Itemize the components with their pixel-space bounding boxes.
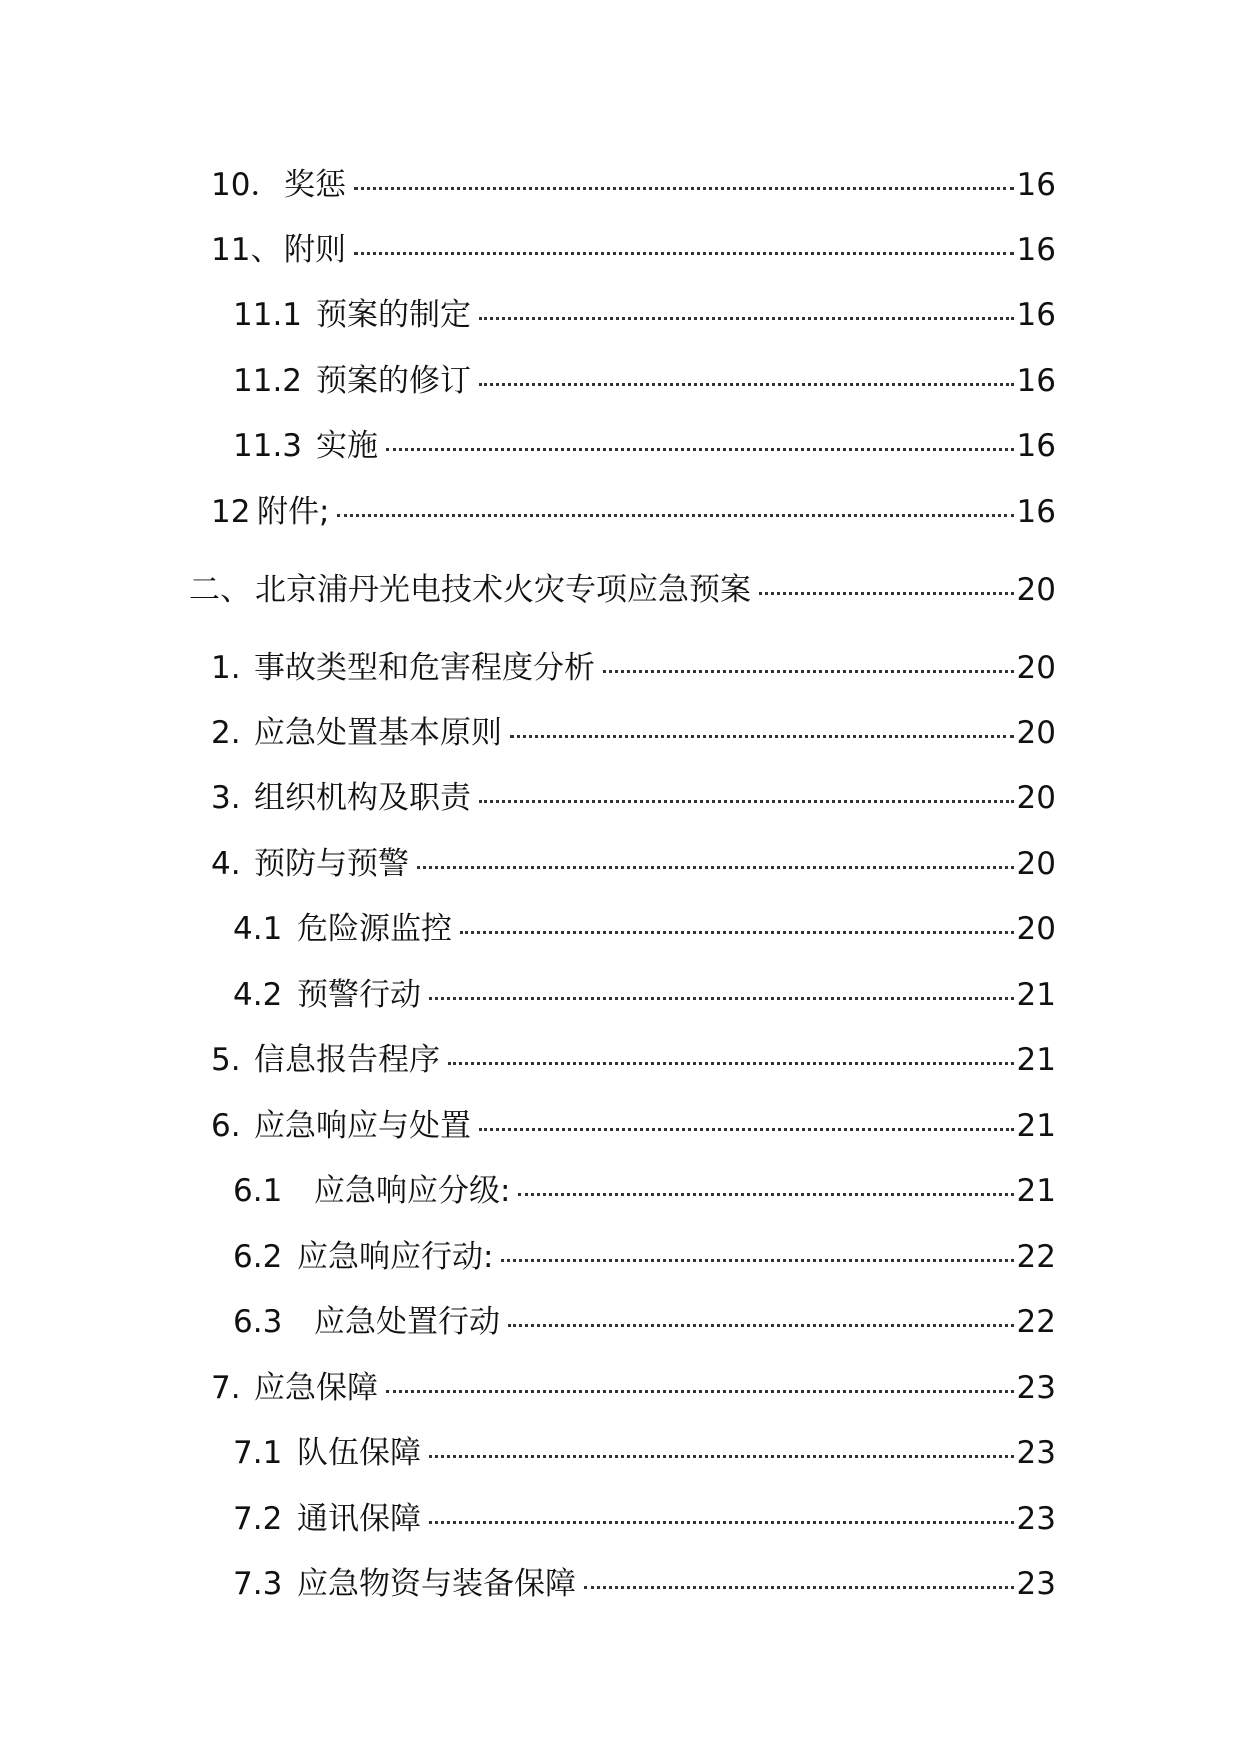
toc-entry-11[interactable] [211,228,1056,272]
entry-title: 预警行动 [297,977,421,1013]
entry-title: 预防与预警 [254,846,409,882]
entry-number: 11.3 [233,428,303,464]
entry-title: 应急处置行动 [314,1304,500,1340]
toc-entry-4-2[interactable] [233,973,1056,1017]
toc-entry-11-1[interactable] [233,293,1056,337]
toc-entry-7-3[interactable] [233,1562,1056,1606]
entry-title: 附件; [257,494,330,530]
entry-page-number: 23 [1016,1566,1056,1602]
entry-number: 4.1 [233,911,283,947]
entry-page-number: 21 [1016,977,1056,1013]
toc-entry-5[interactable] [211,1038,1056,1082]
entry-number: 5. [211,1042,241,1078]
toc-entry-7-1[interactable] [233,1431,1056,1475]
entry-title: 危险源监控 [297,911,452,947]
entry-title: 附则 [284,232,346,268]
toc-entry-7[interactable] [211,1366,1056,1410]
entry-page-number: 16 [1016,363,1056,399]
entry-number: 10． [211,167,282,203]
dot-leader [417,866,1014,869]
entry-page-number: 20 [1016,650,1056,686]
entry-number: 4.2 [233,977,283,1013]
dot-leader [510,735,1014,738]
dot-leader [429,1521,1014,1524]
toc-entry-6[interactable] [211,1104,1056,1148]
entry-number: 1. [211,650,241,686]
entry-title: 通讯保障 [297,1501,421,1537]
toc-entry-7-2[interactable] [233,1497,1056,1541]
dot-leader [479,383,1014,386]
entry-number: 6.2 [233,1239,283,1275]
toc-entry-11-2[interactable] [233,359,1056,403]
dot-leader [386,448,1014,451]
dot-leader [479,317,1014,320]
entry-title: 应急物资与装备保障 [297,1566,576,1602]
dot-leader [501,1259,1013,1262]
entry-number: 12 [211,494,251,530]
toc-entry-4-1[interactable] [233,907,1056,951]
entry-number: 6.3 [233,1304,283,1340]
toc-entry-1[interactable] [211,646,1056,690]
entry-page-number: 16 [1016,167,1056,203]
entry-page-number: 20 [1016,715,1056,751]
entry-page-number: 20 [1016,911,1056,947]
entry-number: 7. [211,1370,241,1406]
entry-number: 7.3 [233,1566,283,1602]
dot-leader [429,1455,1014,1458]
entry-number: 7.1 [233,1435,283,1471]
entry-number: 6.1 [233,1173,283,1209]
entry-title: 队伍保障 [297,1435,421,1471]
toc-entry-4[interactable] [211,842,1056,886]
toc-entry-6-1[interactable] [233,1169,1056,1213]
toc-entry-6-3[interactable] [233,1300,1056,1344]
entry-number: 11.1 [233,297,303,333]
entry-title: 应急响应与处置 [254,1108,471,1144]
toc-entry-12[interactable] [211,490,1056,534]
dot-leader [354,187,1014,190]
dot-leader [337,514,1013,517]
dot-leader [429,997,1014,1000]
dot-leader [354,252,1014,255]
entry-number: 2. [211,715,241,751]
entry-number: 4. [211,846,241,882]
entry-title: 信息报告程序 [254,1042,440,1078]
entry-title: 实施 [316,428,378,464]
entry-number: 6. [211,1108,241,1144]
dot-leader [479,1128,1014,1131]
toc-entry-2[interactable] [211,711,1056,755]
entry-title: 组织机构及职责 [254,780,471,816]
entry-page-number: 23 [1016,1435,1056,1471]
dot-leader [448,1062,1014,1065]
entry-title: 应急响应行动: [297,1239,494,1275]
toc-entry-section-2[interactable] [189,568,1056,612]
entry-title: 奖惩 [284,167,346,203]
entry-page-number: 20 [1016,846,1056,882]
dot-leader [460,931,1014,934]
entry-page-number: 21 [1016,1042,1056,1078]
entry-page-number: 22 [1016,1304,1056,1340]
entry-page-number: 16 [1016,494,1056,530]
entry-page-number: 22 [1016,1239,1056,1275]
dot-leader [386,1390,1014,1393]
entry-number: 11、 [211,232,282,268]
entry-title: 应急处置基本原则 [254,715,502,751]
dot-leader [518,1193,1013,1196]
entry-number: 3. [211,780,241,816]
entry-page-number: 21 [1016,1108,1056,1144]
dot-leader [508,1324,1014,1327]
entry-page-number: 21 [1016,1173,1056,1209]
entry-page-number: 23 [1016,1501,1056,1537]
toc-entry-3[interactable] [211,776,1056,820]
toc-entry-11-3[interactable] [233,424,1056,468]
entry-number: 二、 [189,572,251,608]
dot-leader [584,1586,1014,1589]
entry-number: 7.2 [233,1501,283,1537]
entry-title: 北京浦丹光电技术火灾专项应急预案 [255,572,751,608]
entry-title: 事故类型和危害程度分析 [254,650,595,686]
entry-page-number: 20 [1016,780,1056,816]
entry-page-number: 20 [1016,572,1056,608]
toc-entry-10[interactable] [211,163,1056,207]
entry-page-number: 16 [1016,232,1056,268]
entry-title: 预案的修订 [316,363,471,399]
toc-entry-6-2[interactable] [233,1235,1056,1279]
entry-page-number: 16 [1016,297,1056,333]
dot-leader [759,592,1014,595]
entry-title: 应急响应分级: [314,1173,511,1209]
dot-leader [479,800,1014,803]
dot-leader [603,670,1014,673]
entry-page-number: 16 [1016,428,1056,464]
entry-title: 预案的制定 [316,297,471,333]
entry-number: 11.2 [233,363,303,399]
entry-page-number: 23 [1016,1370,1056,1406]
entry-title: 应急保障 [254,1370,378,1406]
